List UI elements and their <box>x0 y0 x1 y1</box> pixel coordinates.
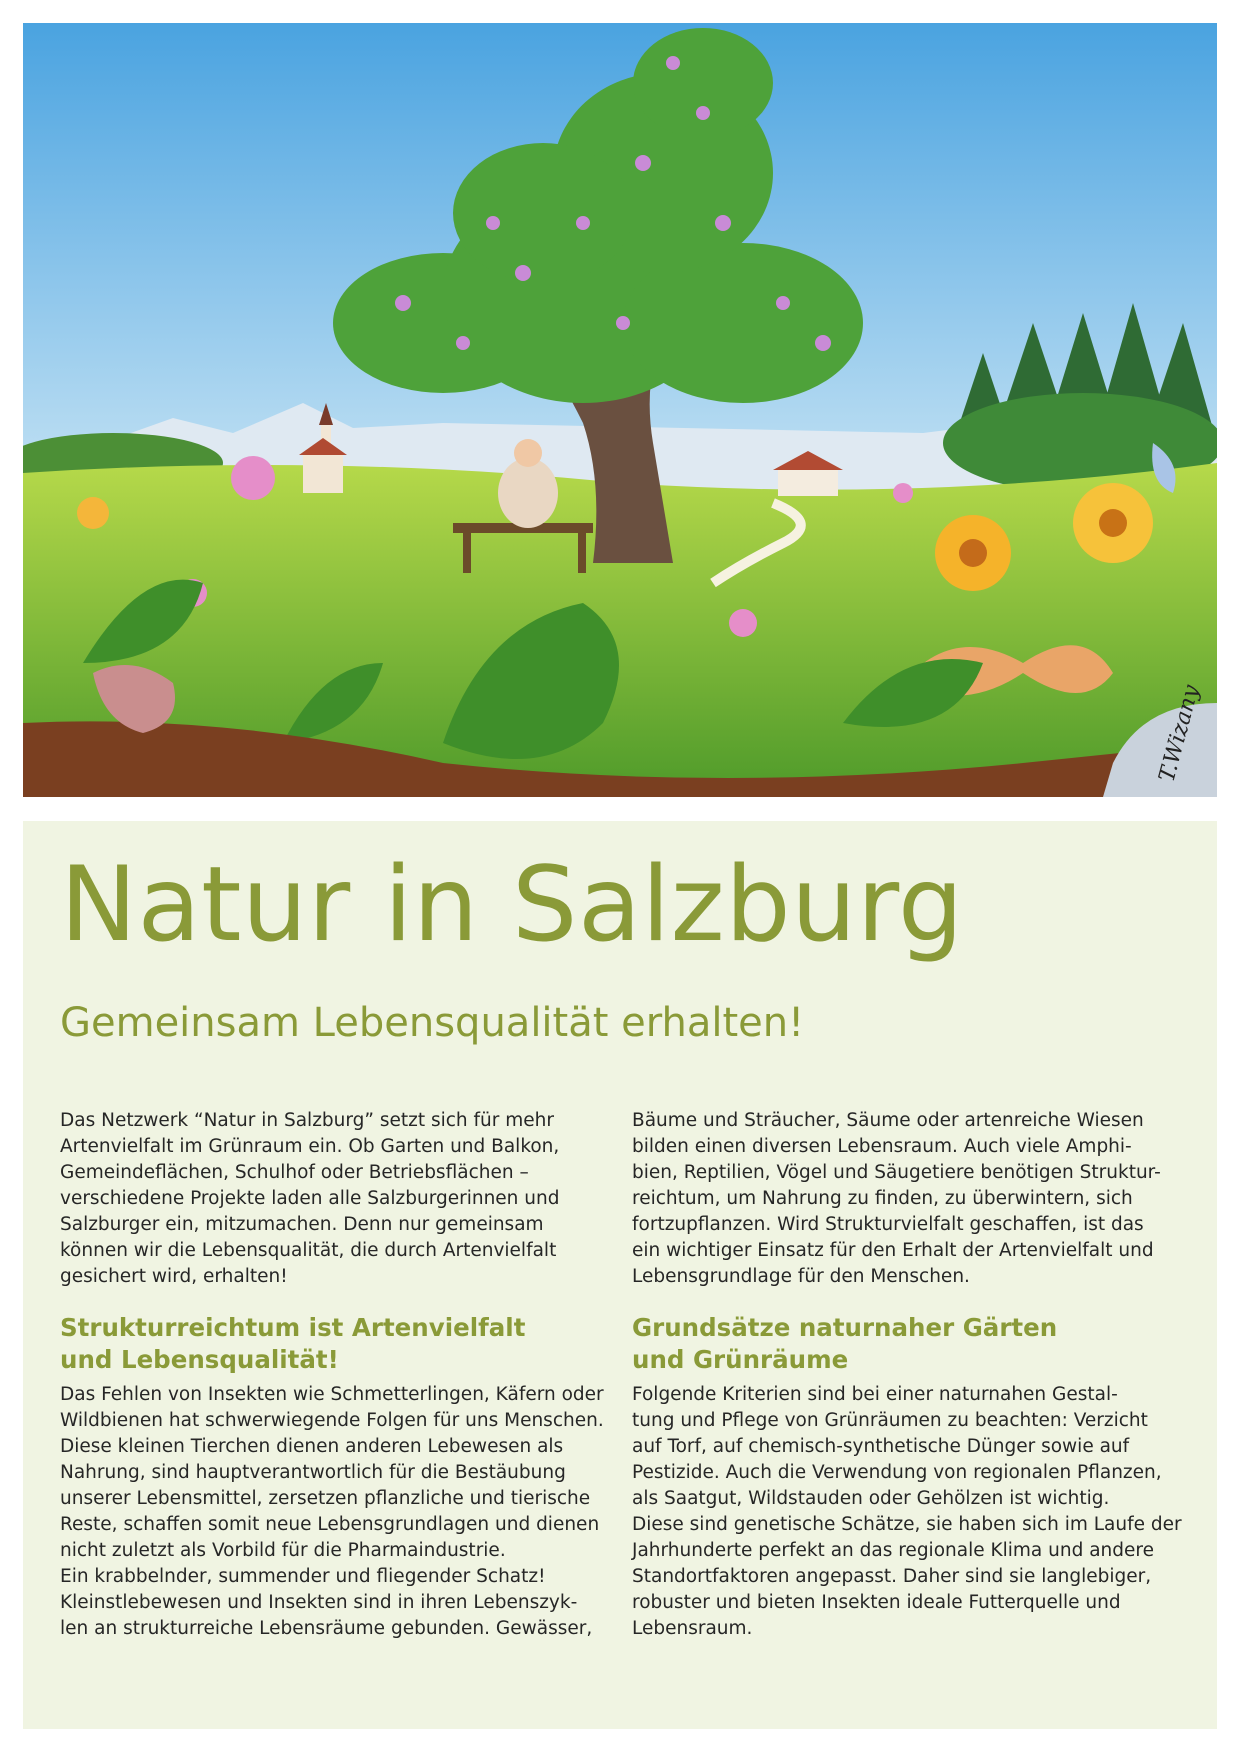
page-title: Natur in Salzburg <box>60 845 964 965</box>
illustration-svg <box>23 23 1217 797</box>
church <box>303 453 343 493</box>
right-body-paragraph: Folgende Kriterien sind bei einer naturnahen Gestal- tung und Pflege von Grünräumen zu beachten: Verzicht auf Torf, auf chemisch-synthetische Dünger sowie auf Pestizide. Auch die Verwendung von regionalen Pflanzen, als Saatgut, Wildstauden oder Gehölzen ist wichtig. Diese sind genetische Schätze, sie haben sich im Laufe der Jahrhunderte perfekt an das regionale Klima und andere Standortfaktoren angepasst. Daher sind sie langlebiger, robuster und bieten Insekten ideale Futterquelle und Lebensraum. <box>632 1384 1182 1639</box>
nature-meadow-illustration <box>23 23 1217 797</box>
page-subtitle: Gemeinsam Lebensqualität erhalten! <box>60 1000 805 1046</box>
right-intro-paragraph: Bäume und Sträucher, Säume oder artenreiche Wiesen bilden einen diversen Lebensraum. Auch viele Amphi- bien, Reptilien, Vögel und Säugetiere benötigen Struktur- reichtum, um Nahrung zu finden, zu überwintern, sich fortzupflanzen. Wird Strukturvielfalt geschaffen, ist das ein wichtiger Einsatz für den Erhalt der Artenvielfalt und Lebensgrundlage für den Menschen. <box>632 1110 1161 1287</box>
left-body-paragraph: Das Fehlen von Insekten wie Schmetterlingen, Käfern oder Wildbienen hat schwerwiegende Folgen für uns Menschen. Diese kleinen Tierchen dienen anderen Lebewesen als Nahrung, sind hauptverantwortlich für die Bestäubung unserer Lebensmittel, zersetzen pflanzliche und tierische Reste, schaffen somit neue Lebensgrundlagen und dienen nicht zuletzt als Vorbild für die Pharmaindustrie. Ein krabbelnder, summender und fliegender Schatz! Kleinstlebewesen und Insekten sind in ihren Lebenszyk- len an strukturreiche Lebensräume gebunden. Gewässer, <box>60 1384 604 1639</box>
left-intro-paragraph: Das Netzwerk “Natur in Salzburg” setzt sich für mehr Artenvielfalt im Grünraum ein. Ob Garten und Balkon, Gemeindeflächen, Schulhof oder Betriebsflächen – verschiedene Projekte laden alle Salzburgerinnen und Salzburger ein, mitzumachen. Denn nur gemeinsam können wir die Lebensqualität, die durch Artenvielfalt gesichert wird, erhalten! <box>60 1110 560 1287</box>
left-section-heading: Strukturreichtum ist Artenvielfalt und Lebensqualität! <box>60 1313 526 1374</box>
farmhouse <box>778 468 838 496</box>
content-panel <box>23 821 1217 1729</box>
right-column <box>632 1108 1192 1642</box>
left-column <box>60 1108 610 1642</box>
right-section-heading: Grundsätze naturnaher Gärten und Grünräume <box>632 1313 1058 1374</box>
signature: T.Wizany <box>1154 682 1205 785</box>
person <box>498 458 558 528</box>
